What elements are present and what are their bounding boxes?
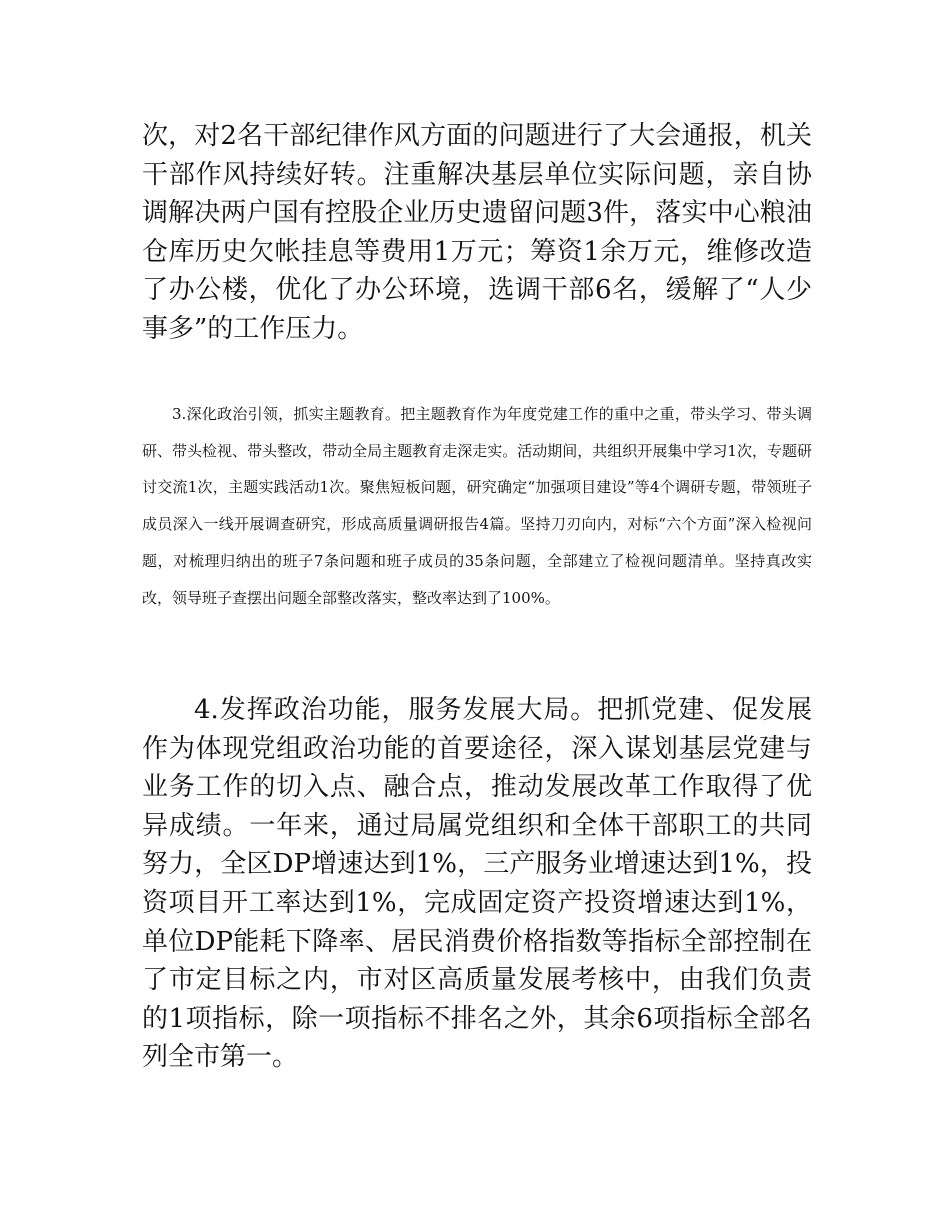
paragraph-theme-education: 3.深化政治引领，抓实主题教育。把主题教育作为年度党建工作的重中之重，带头学习、带头调研、带头检视、带头整改，带动全局主题教育走深走实。活动期间，共组织开展集中学习1次，专题研讨交流1次，主题实践活动1次。聚焦短板问题，研究确定“加强项目建设”等4个调研专题，带领班子成员深入一线开展调查研究，形成高质量调研报告4篇。坚持刀刃向内，对标“六个方面”深入检视问题，对梳理归纳出的班子7条问题和班子成员的35条问题，全部建立了检视问题清单。坚持真改实改，领导班子查摆出问题全部整改落实，整改率达到了100%。 xyxy=(142,405,812,607)
paragraph-discipline-continued: 次，对2名干部纪律作风方面的问题进行了大会通报，机关干部作风持续好转。注重解决基层单位实际问题，亲自协调解决两户国有控股企业历史遗留问题3件，落实中心粮油仓库历史欠帐挂息等费用1万元；筹资1余万元，维修改造了办公楼，优化了办公环境，选调干部6名，缓解了“人少事多”的工作压力。 xyxy=(142,121,812,344)
paragraph-political-function: 4.发挥政治功能，服务发展大局。把抓党建、促发展作为体现党组政治功能的首要途径，深入谋划基层党建与业务工作的切入点、融合点，推动发展改革工作取得了优异成绩。一年来，通过局属党组织和全体干部职工的共同努力，全区DP增速达到1%，三产服务业增速达到1%，投资项目开工率达到1%，完成固定资产投资增速达到1%，单位DP能耗下降率、居民消费价格指数等指标全部控制在了市定目标之内，市对区高质量发展考核中，由我们负责的1项指标，除一项指标不排名之外，其余6项指标全部名列全市第一。 xyxy=(142,695,812,1073)
